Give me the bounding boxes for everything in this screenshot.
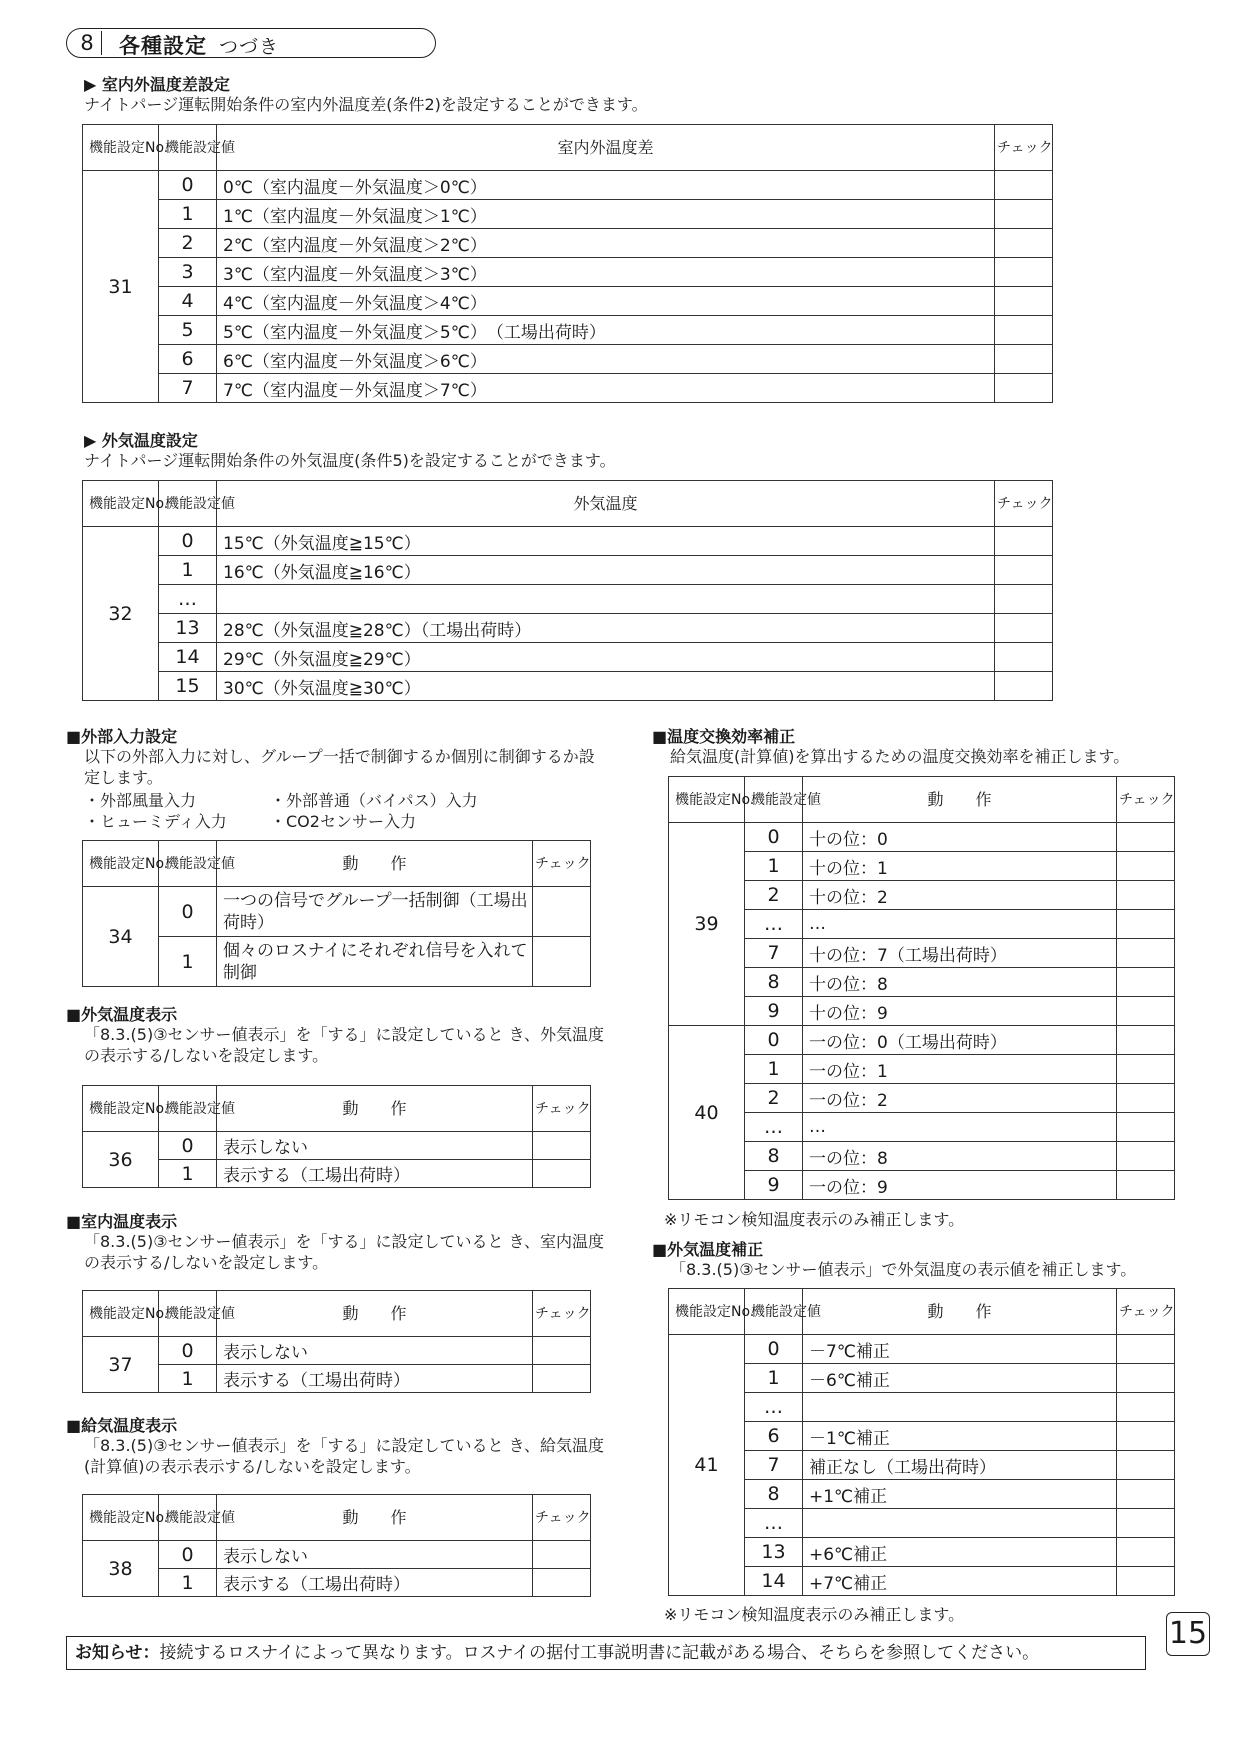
check-cell[interactable] xyxy=(995,287,1053,316)
description-cell xyxy=(803,1393,1117,1422)
s31-rows xyxy=(83,171,1053,403)
check-cell[interactable] xyxy=(533,1569,591,1597)
description-cell: 6℃（室内温度－外気温度＞6℃） xyxy=(217,345,995,374)
s37-description: 「8.3.(5)③センサー値表示」を「する」に設定していると き、室内温度の表示する/しないを設定します。 xyxy=(84,1232,604,1272)
table-row xyxy=(669,881,1175,910)
check-cell[interactable] xyxy=(1117,823,1175,852)
description-cell: 表示する（工場出荷時） xyxy=(217,1160,533,1188)
description-cell: 30℃（外気温度≧30℃） xyxy=(217,672,995,701)
table-row xyxy=(669,1026,1175,1055)
table-row xyxy=(669,1393,1175,1422)
s39-heading: ■温度交換効率補正 xyxy=(652,727,796,746)
setting-value-cell: 1 xyxy=(159,1569,217,1597)
description-cell: 一の位：8 xyxy=(803,1142,1117,1171)
setting-value-cell: … xyxy=(159,585,217,614)
s31-heading: ▶ 室内外温度差設定 xyxy=(84,75,230,94)
col-setting-value: 機能設定値 xyxy=(745,1289,803,1335)
check-cell[interactable] xyxy=(1117,1567,1175,1596)
setting-value-cell: 6 xyxy=(745,1422,803,1451)
col-setting-value: 機能設定値 xyxy=(159,481,217,527)
table-row xyxy=(669,1084,1175,1113)
check-cell[interactable] xyxy=(1117,997,1175,1026)
setting-value-cell: 0 xyxy=(159,171,217,200)
col-check: チェック xyxy=(533,1291,591,1337)
description-cell: 表示しない xyxy=(217,1541,533,1569)
col-check: チェック xyxy=(995,481,1053,527)
table-row xyxy=(83,643,1053,672)
check-cell[interactable] xyxy=(995,643,1053,672)
setting-value-cell: 0 xyxy=(159,527,217,556)
setting-value-cell: 0 xyxy=(159,1337,217,1365)
col-setting-value: 機能設定値 xyxy=(159,1495,217,1541)
check-cell[interactable] xyxy=(1117,1509,1175,1538)
s34-item-4: ・CO2センサー入力 xyxy=(270,812,416,831)
check-cell[interactable] xyxy=(1117,1480,1175,1509)
description-cell: 4℃（室内温度－外気温度＞4℃） xyxy=(217,287,995,316)
col-setting-value: 機能設定値 xyxy=(159,1086,217,1132)
s32-rows xyxy=(83,527,1053,701)
check-cell[interactable] xyxy=(995,229,1053,258)
col-check: チェック xyxy=(533,1495,591,1541)
setting-value-cell: 1 xyxy=(159,937,217,987)
check-cell[interactable] xyxy=(533,887,591,937)
check-cell[interactable] xyxy=(995,345,1053,374)
setting-value-cell: 1 xyxy=(745,1055,803,1084)
col-function-no: 機能設定No. xyxy=(83,1291,159,1337)
description-cell: 十の位：0 xyxy=(803,823,1117,852)
table-row xyxy=(83,1337,591,1365)
setting-value-cell: 8 xyxy=(745,968,803,997)
setting-value-cell: 14 xyxy=(159,643,217,672)
s39-note: ※リモコン検知温度表示のみ補正します。 xyxy=(664,1210,965,1229)
setting-value-cell: 13 xyxy=(159,614,217,643)
col-action: 動 作 xyxy=(217,1086,533,1132)
setting-value-cell: 1 xyxy=(745,1364,803,1393)
table-row xyxy=(669,939,1175,968)
col-check: チェック xyxy=(1117,1289,1175,1335)
table-row xyxy=(83,585,1053,614)
check-cell[interactable] xyxy=(1117,881,1175,910)
table-row xyxy=(669,1335,1175,1364)
description-cell: 個々のロスナイにそれぞれ信号を入れて制御 xyxy=(217,937,533,987)
function-no-cell: 32 xyxy=(83,527,159,701)
setting-value-cell: … xyxy=(745,910,803,939)
check-cell[interactable] xyxy=(1117,939,1175,968)
col-action: 動 作 xyxy=(803,1289,1117,1335)
description-cell: 一の位：1 xyxy=(803,1055,1117,1084)
table-row xyxy=(83,887,591,937)
setting-value-cell: 0 xyxy=(159,887,217,937)
check-cell[interactable] xyxy=(995,200,1053,229)
table-row xyxy=(669,910,1175,939)
description-cell: 1℃（室内温度－外気温度＞1℃） xyxy=(217,200,995,229)
setting-value-cell: 1 xyxy=(745,852,803,881)
description-cell: 0℃（室内温度－外気温度＞0℃） xyxy=(217,171,995,200)
description-cell: －7℃補正 xyxy=(803,1335,1117,1364)
table-row xyxy=(669,1142,1175,1171)
description-cell: 補正なし（工場出荷時） xyxy=(803,1451,1117,1480)
s34-rows xyxy=(83,887,591,987)
check-cell[interactable] xyxy=(533,1160,591,1188)
description-cell xyxy=(217,585,995,614)
col-function-no: 機能設定No. xyxy=(669,1289,745,1335)
col-function-no: 機能設定No. xyxy=(83,1086,159,1132)
check-cell[interactable] xyxy=(1117,852,1175,881)
s37-table xyxy=(82,1290,591,1393)
function-no-cell: 41 xyxy=(669,1335,745,1596)
check-cell[interactable] xyxy=(995,171,1053,200)
setting-value-cell: 1 xyxy=(159,200,217,229)
setting-value-cell: 2 xyxy=(159,229,217,258)
col-setting-value: 機能設定値 xyxy=(745,777,803,823)
table-row xyxy=(83,258,1053,287)
setting-value-cell: 3 xyxy=(159,258,217,287)
setting-value-cell: 4 xyxy=(159,287,217,316)
check-cell[interactable] xyxy=(995,258,1053,287)
table-row xyxy=(83,672,1053,701)
s38-rows xyxy=(83,1541,591,1597)
description-cell: 十の位：8 xyxy=(803,968,1117,997)
s36-heading: ■外気温度表示 xyxy=(66,1005,178,1024)
table-row xyxy=(669,1451,1175,1480)
setting-value-cell: 14 xyxy=(745,1567,803,1596)
setting-value-cell: 1 xyxy=(159,1160,217,1188)
s34-heading: ■外部入力設定 xyxy=(66,727,178,746)
table-row xyxy=(83,527,1053,556)
check-cell[interactable] xyxy=(1117,1142,1175,1171)
check-cell[interactable] xyxy=(1117,1538,1175,1567)
description-cell: 表示する（工場出荷時） xyxy=(217,1569,533,1597)
s31-table xyxy=(82,124,1053,403)
col-action: 動 作 xyxy=(217,841,533,887)
description-cell: 2℃（室内温度－外気温度＞2℃） xyxy=(217,229,995,258)
setting-value-cell: 7 xyxy=(745,939,803,968)
col-function-no: 機能設定No. xyxy=(669,777,745,823)
setting-value-cell: 1 xyxy=(159,556,217,585)
check-cell[interactable] xyxy=(1117,1422,1175,1451)
table-row xyxy=(83,1132,591,1160)
table-row xyxy=(669,1567,1175,1596)
description-cell: … xyxy=(803,910,1117,939)
setting-value-cell: 6 xyxy=(159,345,217,374)
description-cell: 一つの信号でグループ一括制御（工場出荷時） xyxy=(217,887,533,937)
table-row xyxy=(669,1171,1175,1200)
section-title-text: 各種設定 xyxy=(119,34,207,58)
table-row xyxy=(83,556,1053,585)
s36-description: 「8.3.(5)③センサー値表示」を「する」に設定していると き、外気温度の表示する/しないを設定します。 xyxy=(84,1025,604,1065)
col-setting-value: 機能設定値 xyxy=(159,841,217,887)
notice-label: お知らせ： xyxy=(75,1643,160,1663)
check-cell[interactable] xyxy=(995,316,1053,345)
table-row xyxy=(83,1569,591,1597)
setting-value-cell: 0 xyxy=(159,1132,217,1160)
setting-value-cell: 1 xyxy=(159,1365,217,1393)
setting-value-cell: … xyxy=(745,1509,803,1538)
s38-table xyxy=(82,1494,591,1597)
col-setting-value: 機能設定値 xyxy=(159,125,217,171)
check-cell[interactable] xyxy=(995,614,1053,643)
check-cell[interactable] xyxy=(1117,1335,1175,1364)
table-row xyxy=(669,997,1175,1026)
table-row xyxy=(669,1480,1175,1509)
table-row xyxy=(83,1160,591,1188)
s34-description: 以下の外部入力に対し、グループ一括で制御するか個別に制御するか設定します。 xyxy=(84,747,595,787)
check-cell[interactable] xyxy=(533,1337,591,1365)
s36-rows xyxy=(83,1132,591,1188)
page-number: 15 xyxy=(1166,1612,1210,1656)
s41-table xyxy=(668,1288,1175,1596)
description-cell: 十の位：9 xyxy=(803,997,1117,1026)
description-cell: 表示する（工場出荷時） xyxy=(217,1365,533,1393)
s32-table xyxy=(82,480,1053,701)
description-cell: 3℃（室内温度－外気温度＞3℃） xyxy=(217,258,995,287)
check-cell[interactable] xyxy=(1117,1113,1175,1142)
s39-table xyxy=(668,776,1175,1200)
check-cell[interactable] xyxy=(1117,1026,1175,1055)
table-row xyxy=(83,1541,591,1569)
description-cell: 16℃（外気温度≧16℃） xyxy=(217,556,995,585)
check-cell[interactable] xyxy=(995,585,1053,614)
description-cell: －6℃補正 xyxy=(803,1364,1117,1393)
description-cell: +7℃補正 xyxy=(803,1567,1117,1596)
table-row xyxy=(669,1364,1175,1393)
setting-value-cell: 7 xyxy=(159,374,217,403)
check-cell[interactable] xyxy=(995,672,1053,701)
col-action: 動 作 xyxy=(803,777,1117,823)
description-cell: 29℃（外気温度≧29℃） xyxy=(217,643,995,672)
col-function-no: 機能設定No. xyxy=(83,125,159,171)
function-no-cell: 38 xyxy=(83,1541,159,1597)
col-check: チェック xyxy=(1117,777,1175,823)
table-row xyxy=(669,852,1175,881)
s41-rows xyxy=(669,1335,1175,1596)
setting-value-cell: 0 xyxy=(745,1026,803,1055)
s34-item-3: ・ヒューミディ入力 xyxy=(84,812,227,831)
description-cell: 一の位：2 xyxy=(803,1084,1117,1113)
table-row xyxy=(83,345,1053,374)
setting-value-cell: … xyxy=(745,1113,803,1142)
setting-value-cell: 0 xyxy=(745,1335,803,1364)
description-cell: 十の位：2 xyxy=(803,881,1117,910)
section-header xyxy=(66,28,436,58)
setting-value-cell: 15 xyxy=(159,672,217,701)
col-check: チェック xyxy=(533,841,591,887)
table-row xyxy=(669,968,1175,997)
description-cell: 7℃（室内温度－外気温度＞7℃） xyxy=(217,374,995,403)
check-cell[interactable] xyxy=(1117,1393,1175,1422)
check-cell[interactable] xyxy=(995,374,1053,403)
s41-description: 「8.3.(5)③センサー値表示」で外気温度の表示値を補正します。 xyxy=(670,1260,1137,1279)
table-row xyxy=(83,1365,591,1393)
col-function-no: 機能設定No. xyxy=(83,1495,159,1541)
setting-value-cell: 0 xyxy=(159,1541,217,1569)
check-cell[interactable] xyxy=(995,527,1053,556)
description-cell: 十の位：7（工場出荷時） xyxy=(803,939,1117,968)
check-cell[interactable] xyxy=(995,556,1053,585)
setting-value-cell: 8 xyxy=(745,1480,803,1509)
setting-value-cell: … xyxy=(745,1393,803,1422)
table-row xyxy=(669,1538,1175,1567)
s37-heading: ■室内温度表示 xyxy=(66,1212,178,1231)
s41-heading: ■外気温度補正 xyxy=(652,1240,764,1259)
description-cell: 一の位：0（工場出荷時） xyxy=(803,1026,1117,1055)
check-cell[interactable] xyxy=(1117,968,1175,997)
function-no-cell: 31 xyxy=(83,171,159,403)
check-cell[interactable] xyxy=(1117,1084,1175,1113)
function-no-cell: 34 xyxy=(83,887,159,987)
col-s31-main: 室内外温度差 xyxy=(217,125,995,171)
description-cell xyxy=(803,1509,1117,1538)
s38-heading: ■給気温度表示 xyxy=(66,1416,178,1435)
setting-value-cell: 0 xyxy=(745,823,803,852)
section-title xyxy=(119,30,279,60)
function-no-cell: 37 xyxy=(83,1337,159,1393)
s34-item-1: ・外部風量入力 xyxy=(84,791,197,810)
setting-value-cell: 7 xyxy=(745,1451,803,1480)
table-row xyxy=(669,1509,1175,1538)
col-setting-value: 機能設定値 xyxy=(159,1291,217,1337)
table-row xyxy=(83,200,1053,229)
col-function-no: 機能設定No. xyxy=(83,841,159,887)
check-cell[interactable] xyxy=(1117,1364,1175,1393)
function-no-cell: 40 xyxy=(669,1026,745,1200)
table-row xyxy=(669,1113,1175,1142)
setting-value-cell: 2 xyxy=(745,881,803,910)
s39-rows xyxy=(669,823,1175,1026)
table-row xyxy=(83,229,1053,258)
setting-value-cell: 9 xyxy=(745,1171,803,1200)
description-cell: … xyxy=(803,1113,1117,1142)
table-row xyxy=(83,374,1053,403)
description-cell: +6℃補正 xyxy=(803,1538,1117,1567)
s38-description: 「8.3.(5)③センサー値表示」を「する」に設定していると き、給気温度(計算値)の表示表示する/しないを設定します。 xyxy=(84,1436,604,1476)
s37-rows xyxy=(83,1337,591,1393)
col-check: チェック xyxy=(995,125,1053,171)
table-row xyxy=(83,937,591,987)
s32-description: ナイトパージ運転開始条件の外気温度(条件5)を設定することができます。 xyxy=(84,451,616,470)
table-row xyxy=(83,171,1053,200)
col-check: チェック xyxy=(533,1086,591,1132)
description-cell: －1℃補正 xyxy=(803,1422,1117,1451)
table-row xyxy=(83,316,1053,345)
section-title-cont: つづき xyxy=(219,36,280,58)
s34-table xyxy=(82,840,591,987)
check-cell[interactable] xyxy=(1117,1451,1175,1480)
description-cell: 15℃（外気温度≧15℃） xyxy=(217,527,995,556)
setting-value-cell: 5 xyxy=(159,316,217,345)
check-cell[interactable] xyxy=(1117,1171,1175,1200)
col-action: 動 作 xyxy=(217,1495,533,1541)
s36-table xyxy=(82,1085,591,1188)
function-no-cell: 39 xyxy=(669,823,745,1026)
check-cell[interactable] xyxy=(533,1365,591,1393)
section-number: 8 xyxy=(73,31,102,55)
setting-value-cell: 13 xyxy=(745,1538,803,1567)
check-cell[interactable] xyxy=(1117,910,1175,939)
table-row xyxy=(83,287,1053,316)
description-cell: 表示しない xyxy=(217,1337,533,1365)
description-cell: 28℃（外気温度≧28℃）（工場出荷時） xyxy=(217,614,995,643)
s34-item-2: ・外部普通（バイパス）入力 xyxy=(270,791,478,810)
notice-footer xyxy=(66,1636,1146,1670)
table-row xyxy=(83,614,1053,643)
col-action: 動 作 xyxy=(217,1291,533,1337)
table-row xyxy=(669,823,1175,852)
s31-description: ナイトパージ運転開始条件の室内外温度差(条件2)を設定することができます。 xyxy=(84,95,648,114)
setting-value-cell: 9 xyxy=(745,997,803,1026)
setting-value-cell: 8 xyxy=(745,1142,803,1171)
description-cell: +1℃補正 xyxy=(803,1480,1117,1509)
description-cell: 表示しない xyxy=(217,1132,533,1160)
s39-description: 給気温度(計算値)を算出するための温度交換効率を補正します。 xyxy=(670,747,1130,766)
col-s32-main: 外気温度 xyxy=(217,481,995,527)
s32-heading: ▶ 外気温度設定 xyxy=(84,431,198,450)
notice-text: 接続するロスナイによって異なります。ロスナイの据付工事説明書に記載がある場合、そちらを参照してください。 xyxy=(159,1643,1040,1663)
table-row xyxy=(669,1055,1175,1084)
s40-rows xyxy=(669,1026,1175,1200)
setting-value-cell: 2 xyxy=(745,1084,803,1113)
check-cell[interactable] xyxy=(533,1541,591,1569)
s41-note: ※リモコン検知温度表示のみ補正します。 xyxy=(664,1605,965,1624)
table-row xyxy=(669,1422,1175,1451)
col-function-no: 機能設定No. xyxy=(83,481,159,527)
check-cell[interactable] xyxy=(1117,1055,1175,1084)
description-cell: 一の位：9 xyxy=(803,1171,1117,1200)
check-cell[interactable] xyxy=(533,937,591,987)
check-cell[interactable] xyxy=(533,1132,591,1160)
description-cell: 十の位：1 xyxy=(803,852,1117,881)
description-cell: 5℃（室内温度－外気温度＞5℃） （工場出荷時） xyxy=(217,316,995,345)
function-no-cell: 36 xyxy=(83,1132,159,1188)
